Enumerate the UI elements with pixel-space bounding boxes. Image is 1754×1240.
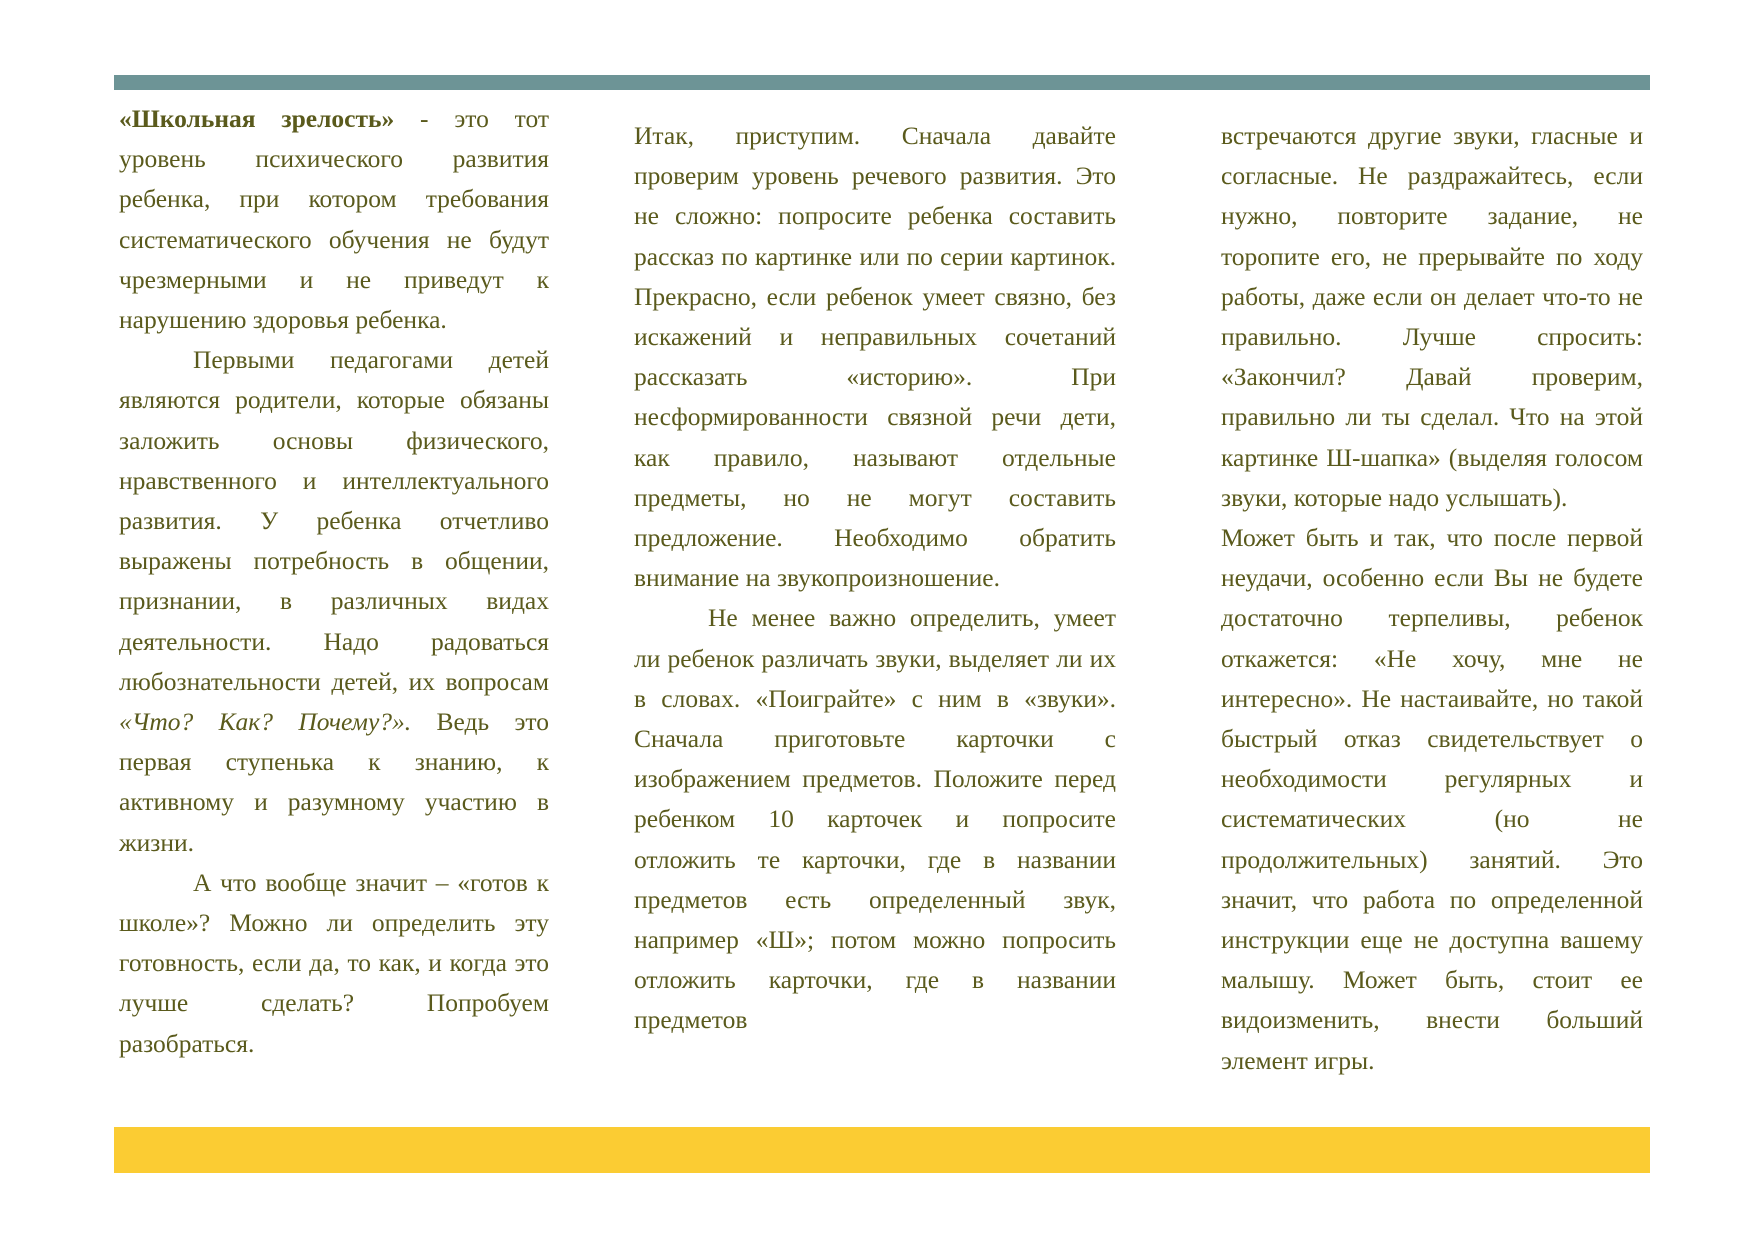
paragraph	[119, 99, 549, 340]
text-column-2	[634, 116, 1116, 1041]
paragraph-text: Может быть и так, что после первой неудачи, особенно если Вы не будете достаточно терпеливы, ребенок откажется: «Не хочу, мне не интересно». Не настаивайте, но такой быстрый отказ свидетельствует о необходимости регулярных и систематических (но не продолжительных) занятий. Это значит, что работа по определенной инструкции еще не доступна вашему малышу. Может быть, стоит ее видоизменить, внести больший элемент игры.	[1221, 523, 1643, 1075]
bottom-decorative-bar	[114, 1127, 1650, 1173]
term-bold: «Школьная зрелость»	[119, 104, 395, 133]
paragraph-text: А что вообще значит – «готов к школе»? Можно ли определить эту готовность, если да, то как, и когда это лучше сделать? Попробуем разобраться.	[119, 867, 549, 1058]
top-decorative-bar	[114, 75, 1650, 90]
paragraph	[1221, 116, 1643, 518]
paragraph	[634, 598, 1116, 1040]
paragraph-text: встречаются другие звуки, гласные и согласные. Не раздражайтесь, если нужно, повторите задание, не торопите его, не прерывайте по ходу работы, даже если он делает что-то не правильно. Лучше спросить: «Закончил? Давай проверим, правильно ли ты сделал. Что на этой картинке Ш-шапка» (выделяя голосом звуки, которые надо услышать).	[1221, 121, 1643, 512]
paragraph	[634, 116, 1116, 598]
quote-italic: «Что? Как? Почему?».	[119, 707, 412, 737]
paragraph-text: Итак, приступим. Сначала давайте проверим уровень речевого развития. Это не сложно: попросите ребенка составить рассказ по картинке или по серии картинок. Прекрасно, если ребенок умеет связно, без искажений и неправильных сочетаний рассказать «историю». При несформированности связной речи дети, как правило, называют отдельные предметы, но не могут составить предложение. Необходимо обратить внимание на звукопроизношение.	[634, 121, 1116, 593]
paragraph-text: Ведь это первая ступенька к знанию, к активному и разумному участию в жизни.	[119, 707, 549, 857]
paragraph	[1221, 518, 1643, 1081]
paragraph	[119, 863, 549, 1064]
paragraph-text: - это тот уровень психического развития ребенка, при котором требования систематического обучения не будут чрезмерными и не приведут к нарушению здоровья ребенка.	[119, 104, 550, 335]
paragraph-text: Не менее важно определить, умеет ли ребенок различать звуки, выделяет ли их в словах. «Поиграйте» с ним в «звуки». Сначала приготовьте карточки с изображением предметов. Положите перед ребенком 10 карточек и попросите отложить те карточки, где в названии предметов есть определенный звук, например «Ш»; потом можно попросить отложить карточки, где в названии предметов	[634, 603, 1116, 1035]
paragraph-text: Первыми педагогами детей являются родители, которые обязаны заложить основы физического, нравственного и интеллектуального развития. У ребенка отчетливо выражены потребность в общении, признании, в различных видах деятельности. Надо радоваться любознательности детей, их вопросам	[119, 345, 549, 696]
text-column-3	[1221, 116, 1643, 1081]
text-column-1	[119, 99, 549, 1064]
paragraph	[119, 340, 549, 863]
